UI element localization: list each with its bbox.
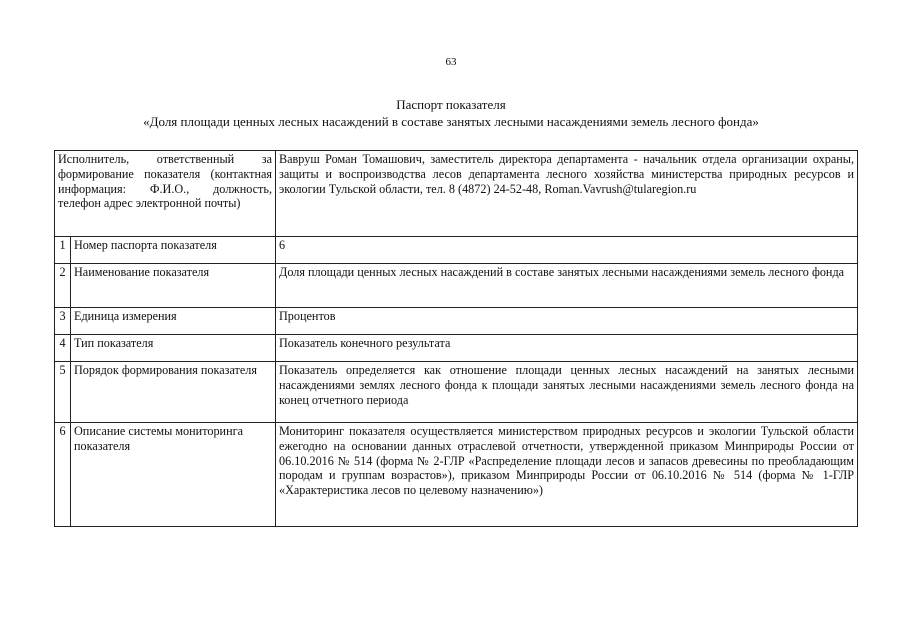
row-value: Мониторинг показателя осуществляется министерством природных ресурсов и экологии Тульской области ежегодно на основании данных отраслевой отчетности, утвержденной приказом Минприроды России от 06.10.2016 № 514 (форма № 2-ГЛР «Распределение площади лесов и запасов древесины по преобладающим породам и группам возрастов»), приказом Минприроды России от 06.10.2016 № 514 (форма № 1-ГЛР «Характеристика лесов по целевому назначению») <box>276 423 858 527</box>
row-label: Описание системы мониторинга показателя <box>71 423 276 527</box>
page-number: 63 <box>445 56 457 68</box>
table-row <box>55 237 858 264</box>
row-number: 1 <box>55 237 71 264</box>
table-row <box>55 423 858 527</box>
row-value: 6 <box>276 237 858 264</box>
table-row <box>55 362 858 423</box>
row-number: 6 <box>55 423 71 527</box>
row-value: Доля площади ценных лесных насаждений в составе занятых лесными насаждениями земель лесного фонда <box>276 264 858 308</box>
table-row <box>55 335 858 362</box>
executor-label: Исполнитель, ответственный за формирование показателя (контактная информация: Ф.И.О., должность, телефон адрес электронной почты) <box>55 151 276 237</box>
row-label: Номер паспорта показателя <box>71 237 276 264</box>
row-label: Наименование показателя <box>71 264 276 308</box>
row-number: 4 <box>55 335 71 362</box>
row-label: Порядок формирования показателя <box>71 362 276 423</box>
table-row <box>55 264 858 308</box>
passport-table <box>54 150 858 527</box>
executor-value: Вавруш Роман Томашович, заместитель директора департамента - начальник отдела организации охраны, защиты и воспроизводства лесов департамента лесного хозяйства министерства природных ресурсов и экологии Тульской области, тел. 8 (4872) 24-52-48, Roman.Vavrush@tularegion.ru <box>276 151 858 237</box>
table-row-executor <box>55 151 858 237</box>
row-number: 3 <box>55 308 71 335</box>
document-title <box>0 96 902 130</box>
row-number: 2 <box>55 264 71 308</box>
row-label: Тип показателя <box>71 335 276 362</box>
row-value: Показатель конечного результата <box>276 335 858 362</box>
row-value: Показатель определяется как отношение площади ценных лесных насаждений на занятых лесными насаждениями землях лесного фонда к площади занятых лесными насаждениями земель лесного фонда на конец отчетного периода <box>276 362 858 423</box>
title-line-1: Паспорт показателя <box>396 97 506 112</box>
row-label: Единица измерения <box>71 308 276 335</box>
table-row <box>55 308 858 335</box>
row-value: Процентов <box>276 308 858 335</box>
title-line-2: «Доля площади ценных лесных насаждений в составе занятых лесными насаждениями земель лесного фонда» <box>143 114 759 129</box>
row-number: 5 <box>55 362 71 423</box>
